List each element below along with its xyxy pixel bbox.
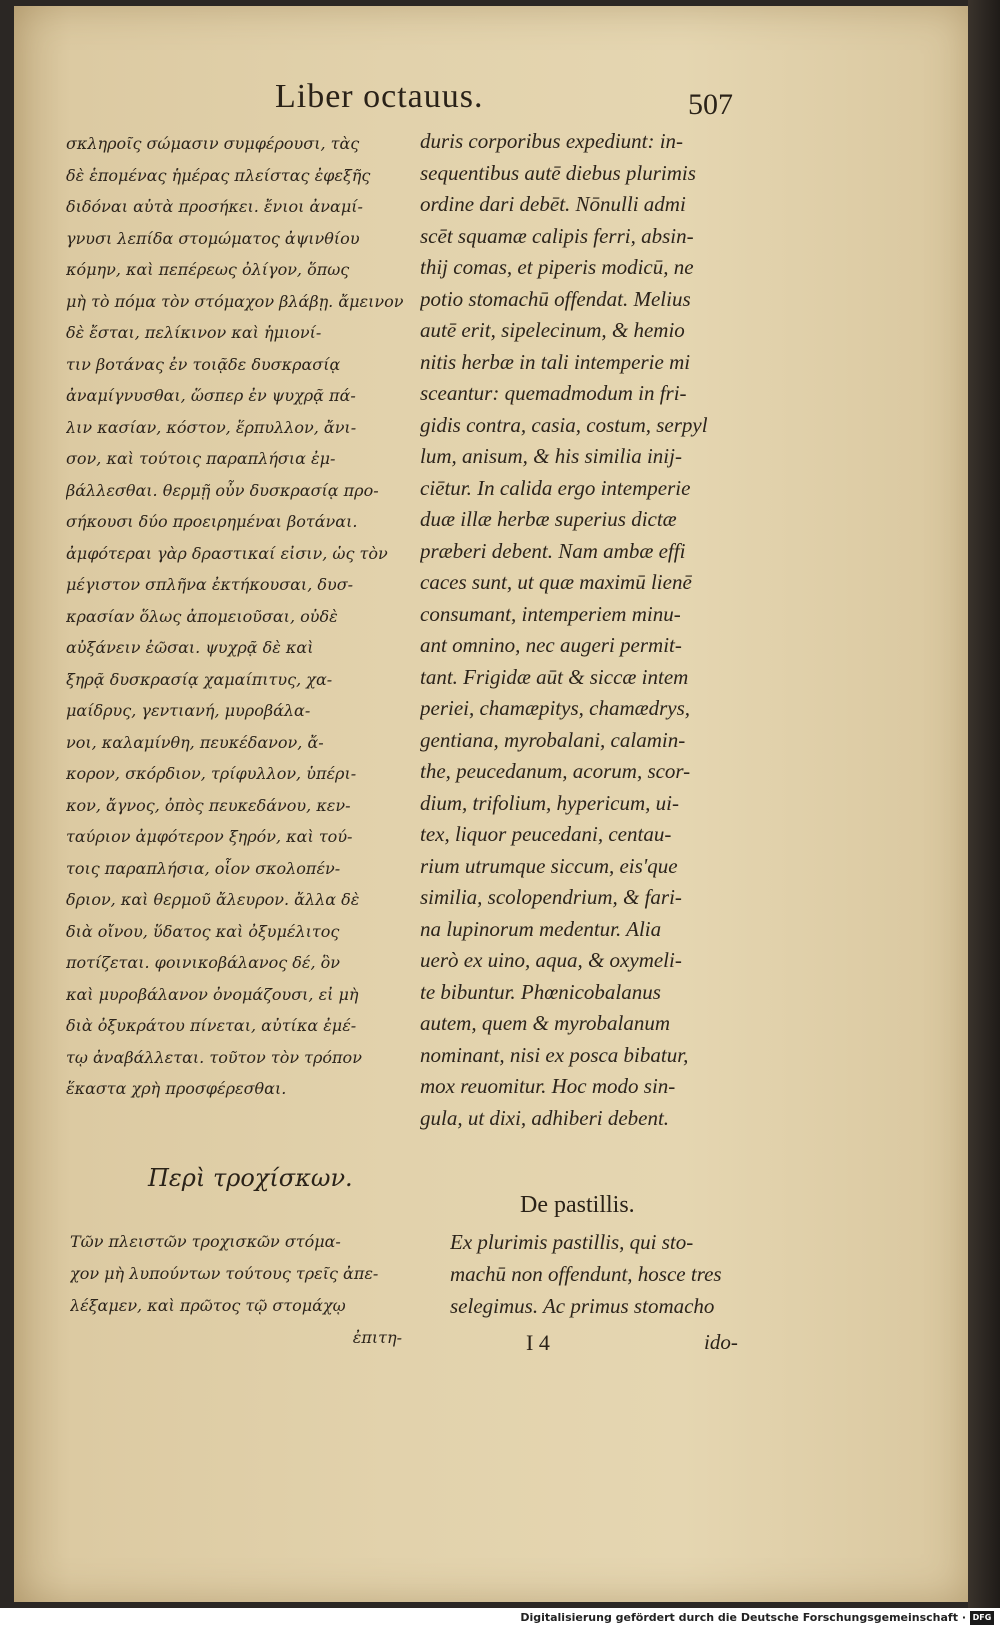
latin-text-line: nitis herbæ in tali intemperie mi [420, 349, 691, 374]
greek-text-line: τῳ ἀναβάλλεται. τοῦτον τὸν τρόπον [66, 1047, 362, 1067]
latin-text-line: rium utrumque siccum, eis'que [420, 853, 678, 878]
greek-text-line: ἕκαστα χρὴ προσφέρεσθαι. [66, 1079, 287, 1098]
greek-text-line: μέγιστον σπλῆνα ἐκτήκουσαι, δυσ- [66, 575, 354, 594]
latin-text-line: potio stomachū offendat. Melius [420, 286, 691, 311]
greek-text-line: διὰ οἴνου, ὕδατος καὶ ὀξυμέλιτος [66, 921, 340, 941]
latin-text-line: tex, liquor peucedani, centau- [420, 822, 672, 846]
latin-section-line: machū non offendunt, hosce tres [450, 1262, 722, 1286]
latin-text-line: autem, quem & myrobalanum [420, 1011, 671, 1035]
latin-text-line: thij comas, et piperis modicū, ne [420, 255, 694, 279]
latin-text-line: duris corporibus expediunt: in- [420, 129, 684, 153]
latin-text-line: autē erit, sipelecinum, & hemio [420, 318, 685, 342]
greek-text-line: δὲ ἔσται, πελίκινον καὶ ἡμιονί- [66, 323, 322, 342]
latin-text-line: ordine dari debēt. Nōnulli admi [420, 192, 686, 216]
latin-text-line: ant omnino, nec augeri permit- [420, 633, 682, 657]
greek-text-line: ἀναμίγνυσθαι, ὥσπερ ἐν ψυχρᾷ πά- [66, 386, 356, 405]
latin-text-line: præberi debent. Nam ambæ effi [420, 538, 686, 563]
latin-text-line: scēt squamæ calipis ferri, absin- [420, 223, 694, 248]
latin-text-column [420, 126, 740, 1134]
latin-text-line: tant. Frigidæ aūt & siccæ intem [420, 664, 689, 689]
greek-text-line: διδόναι αὐτὰ προσήκει. ἔνιοι ἀναμί- [66, 197, 363, 216]
latin-text-line: na lupinorum medentur. Alia [420, 916, 662, 941]
greek-section-line: χον μὴ λυπούντων τούτους τρεῖς ἀπε- [70, 1264, 379, 1283]
greek-text-line: αὐξάνειν ἐῶσαι. ψυχρᾷ δὲ καὶ [66, 638, 314, 657]
latin-section-text [450, 1226, 750, 1322]
greek-text-line: ποτίζεται. φοινικοβάλανος δέ, ὃν [66, 953, 341, 972]
latin-text-line: uerò ex uino, aqua, & oxymeli- [420, 948, 682, 972]
latin-text-line: gidis contra, casia, costum, serpyl [420, 412, 708, 437]
greek-text-line: ταύριον ἀμφότερον ξηρόν, καὶ τού- [66, 827, 353, 846]
greek-text-line: τιν βοτάνας ἐν τοιᾷδε δυσκρασίᾳ [66, 354, 341, 374]
greek-section-line: ἐπιτη- [352, 1328, 402, 1347]
latin-text-line: sceantur: quemadmodum in fri- [420, 381, 687, 405]
catchword: ido- [704, 1330, 738, 1354]
greek-text-line: ἀμφότεραι γὰρ δραστικαί εἰσιν, ὡς τὸν [66, 543, 388, 563]
greek-text-column [66, 128, 406, 1105]
latin-section-heading: De pastillis. [520, 1192, 635, 1218]
greek-section-line: Τῶν πλειστῶν τροχισκῶν στόμα- [70, 1232, 341, 1251]
latin-text-line: the, peucedanum, acorum, scor- [420, 759, 691, 783]
latin-text-line: consumant, intemperiem minu- [420, 601, 681, 626]
latin-text-line: caces sunt, ut quæ maximū lienē [420, 570, 692, 594]
latin-text-line: periei, chamæpitys, chamædrys, [420, 696, 691, 720]
greek-text-line: τοις παραπλήσια, οἷον σκολοπέν- [66, 858, 341, 878]
latin-section-line: Ex plurimis pastillis, qui sto- [450, 1230, 694, 1254]
greek-text-line: λιν κασίαν, κόστον, ἕρπυλλον, ἄνι- [66, 417, 357, 437]
greek-text-line: βάλλεσθαι. θερμῇ οὖν δυσκρασίᾳ προ- [66, 480, 379, 500]
greek-text-line: νοι, καλαμίνθη, πευκέδανον, ἄ- [66, 732, 324, 752]
latin-text-line: mox reuomitur. Hoc modo sin- [420, 1074, 676, 1098]
greek-text-line: σήκουσι δύο προειρημέναι βοτάναι. [66, 512, 358, 531]
greek-text-line: σον, καὶ τούτοις παραπλήσια ἐμ- [66, 449, 336, 468]
latin-text-line: ciētur. In calida ergo intemperie [420, 475, 691, 500]
latin-section-line: selegimus. Ac primus stomacho [450, 1294, 715, 1318]
greek-section-text [70, 1226, 410, 1354]
greek-section-heading: Περὶ τροχίσκων. [148, 1164, 353, 1192]
latin-text-line: duæ illæ herbæ superius dictæ [420, 507, 677, 531]
latin-text-line: nominant, nisi ex posca bibatur, [420, 1042, 689, 1067]
page-number: 507 [688, 88, 733, 121]
greek-text-line: κορον, σκόρδιον, τρίφυλλον, ὑπέρι- [66, 764, 357, 783]
greek-text-line: μαίδρυς, γεντιανή, μυροβάλα- [66, 701, 311, 720]
greek-text-line: ξηρᾷ δυσκρασίᾳ χαμαίπιτυς, χα- [66, 669, 333, 689]
latin-text-line: lum, anisum, & his similia inij- [420, 444, 682, 468]
greek-text-line: δριον, καὶ θερμοῦ ἄλευρον. ἄλλα δὲ [66, 890, 360, 909]
greek-text-line: δὲ ἑπομένας ἡμέρας πλείστας ἐφεξῆς [66, 165, 371, 185]
latin-text-line: sequentibus autē diebus plurimis [420, 160, 696, 185]
greek-text-line: κόμην, καὶ πεπέρεως ὀλίγον, ὅπως [66, 260, 350, 279]
latin-text-line: gentiana, myrobalani, calamin- [420, 727, 686, 752]
footer-credit: Digitalisierung gefördert durch die Deutsche Forschungsgemeinschaft · [520, 1611, 966, 1624]
greek-text-line: μὴ τὸ πόμα τὸν στόμαχον βλάβῃ. ἄμεινον [66, 291, 404, 311]
latin-text-line: similia, scolopendrium, & fari- [420, 885, 682, 909]
dfg-logo-icon: DFG [970, 1611, 994, 1625]
running-head-title: Liber octauus. [275, 78, 484, 115]
greek-text-line: διὰ ὀξυκράτου πίνεται, αὐτίκα ἐμέ- [66, 1016, 357, 1035]
signature-mark: I 4 [526, 1330, 550, 1355]
greek-text-line: γνυσι λεπίδα στομώματος ἀψινθίου [66, 228, 360, 248]
greek-text-line: καὶ μυροβάλανον ὀνομάζουσι, εἰ μὴ [66, 984, 359, 1004]
greek-text-line: σκληροῖς σώμασιν συμφέρουσι, τὰς [66, 134, 360, 153]
greek-text-line: κον, ἄγνος, ὀπὸς πευκεδάνου, κεν- [66, 795, 351, 815]
greek-section-line: λέξαμεν, καὶ πρῶτος τῷ στομάχῳ [70, 1296, 346, 1315]
latin-text-line: gula, ut dixi, adhiberi debent. [420, 1105, 670, 1130]
latin-text-line: dium, trifolium, hypericum, ui- [420, 790, 679, 815]
greek-text-line: κρασίαν ὅλως ἀπομειοῦσαι, οὐδὲ [66, 606, 338, 626]
latin-text-line: te bibuntur. Phœnicobalanus [420, 979, 661, 1004]
page-edge-shadow [968, 0, 1000, 1608]
